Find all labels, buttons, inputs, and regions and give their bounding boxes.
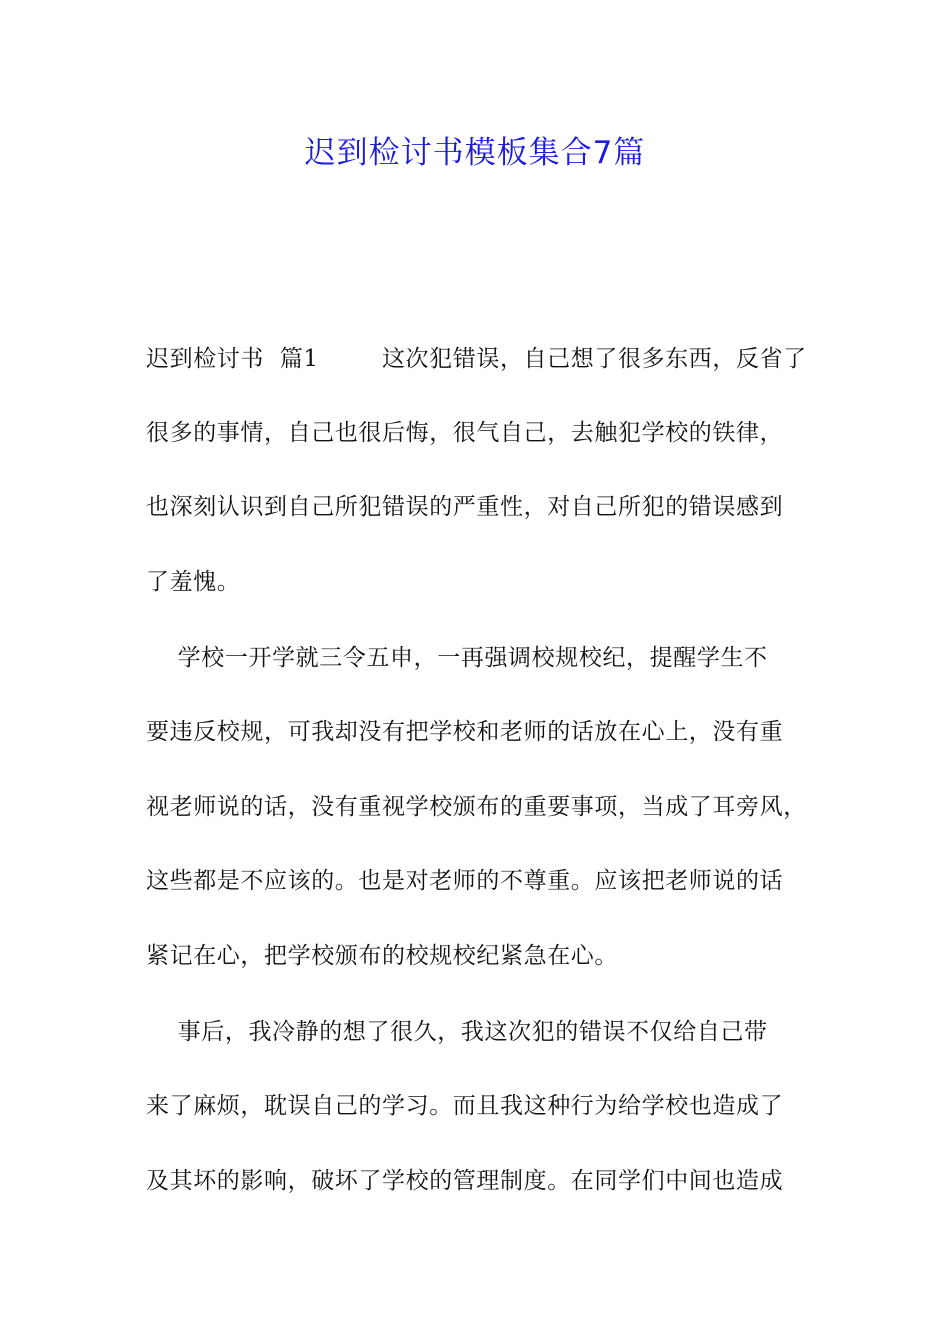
body-line-10: 事后，我冷静的想了很久，我这次犯的错误不仅给自己带 bbox=[146, 1019, 768, 1045]
body-line-1: 迟到检讨书 篇1 这次犯错误，自己想了很多东西，反省了 bbox=[146, 346, 807, 372]
body-line-2: 很多的事情，自己也很后悔，很气自己，去触犯学校的铁律， bbox=[146, 420, 784, 446]
body-line-6: 要违反校规，可我却没有把学校和老师的话放在心上，没有重 bbox=[146, 719, 784, 745]
document-title: 迟到检讨书模板集合7篇 bbox=[304, 135, 646, 171]
body-line-5: 学校一开学就三令五申，一再强调校规校纪，提醒学生不 bbox=[146, 645, 768, 671]
body-line-11: 来了麻烦，耽误自己的学习。而且我这种行为给学校也造成了 bbox=[146, 1093, 784, 1119]
body-line-7: 视老师说的话，没有重视学校颁布的重要事项，当成了耳旁风， bbox=[146, 794, 807, 820]
body-line-12: 及其坏的影响，破坏了学校的管理制度。在同学们中间也造成 bbox=[146, 1168, 784, 1194]
body-line-9: 紧记在心，把学校颁布的校规校纪紧急在心。 bbox=[146, 943, 618, 969]
body-line-3: 也深刻认识到自己所犯错误的严重性，对自己所犯的错误感到 bbox=[146, 494, 784, 520]
body-line-8: 这些都是不应该的。也是对老师的不尊重。应该把老师说的话 bbox=[146, 868, 784, 894]
body-line-4: 了羞愧。 bbox=[146, 569, 241, 595]
